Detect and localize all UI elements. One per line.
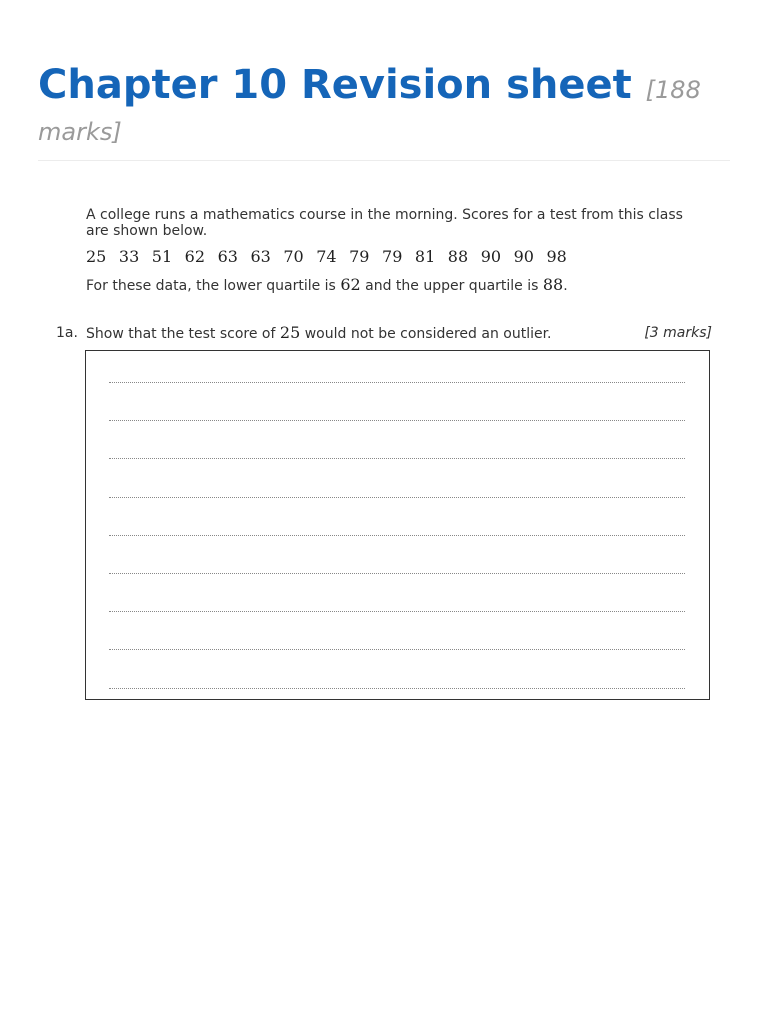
title-text: Chapter 10 Revision sheet bbox=[38, 62, 632, 108]
score-value: 81 bbox=[414, 247, 436, 266]
question-text-before: Show that the test score of bbox=[86, 326, 280, 342]
answer-line bbox=[109, 497, 685, 498]
page-title bbox=[38, 64, 728, 148]
score-value: 74 bbox=[316, 247, 337, 266]
score-value: 25 bbox=[86, 247, 107, 266]
question-text-after: would not be considered an outlier. bbox=[300, 326, 552, 342]
question-value: 25 bbox=[279, 323, 301, 342]
score-value: 33 bbox=[118, 247, 140, 266]
answer-line bbox=[109, 573, 685, 574]
quartile-middle: and the upper quartile is bbox=[360, 278, 543, 294]
upper-quartile-value: 88 bbox=[542, 275, 564, 294]
score-value: 90 bbox=[480, 247, 502, 266]
quartile-statement bbox=[86, 276, 568, 295]
question-stem: A college runs a mathematics course in the morning. Scores for a test from this class are shown below. bbox=[86, 207, 683, 239]
score-value: 63 bbox=[217, 247, 238, 266]
score-value: 90 bbox=[513, 247, 534, 266]
title-divider bbox=[38, 160, 730, 161]
quartile-prefix: For these data, the lower quartile is bbox=[86, 278, 341, 294]
score-value: 88 bbox=[447, 247, 469, 266]
question-text bbox=[86, 324, 552, 343]
question-number: 1a. bbox=[56, 325, 78, 341]
question-marks: [3 marks] bbox=[644, 325, 712, 341]
answer-line bbox=[109, 458, 685, 459]
score-value: 79 bbox=[349, 247, 370, 266]
score-value: 70 bbox=[283, 247, 304, 266]
score-value: 98 bbox=[546, 247, 567, 266]
answer-line bbox=[109, 688, 685, 689]
lower-quartile-value: 62 bbox=[340, 275, 361, 294]
score-list bbox=[86, 248, 579, 266]
score-value: 62 bbox=[184, 247, 206, 266]
score-value: 51 bbox=[151, 247, 173, 266]
quartile-suffix: . bbox=[563, 278, 568, 294]
answer-line bbox=[109, 535, 685, 536]
answer-box[interactable] bbox=[85, 350, 710, 700]
answer-line bbox=[109, 420, 685, 421]
answer-line bbox=[109, 649, 685, 650]
answer-line bbox=[109, 382, 685, 383]
answer-line bbox=[109, 611, 685, 612]
score-value: 63 bbox=[250, 247, 271, 266]
total-marks: [188 marks] bbox=[38, 76, 701, 146]
score-value: 79 bbox=[382, 247, 403, 266]
